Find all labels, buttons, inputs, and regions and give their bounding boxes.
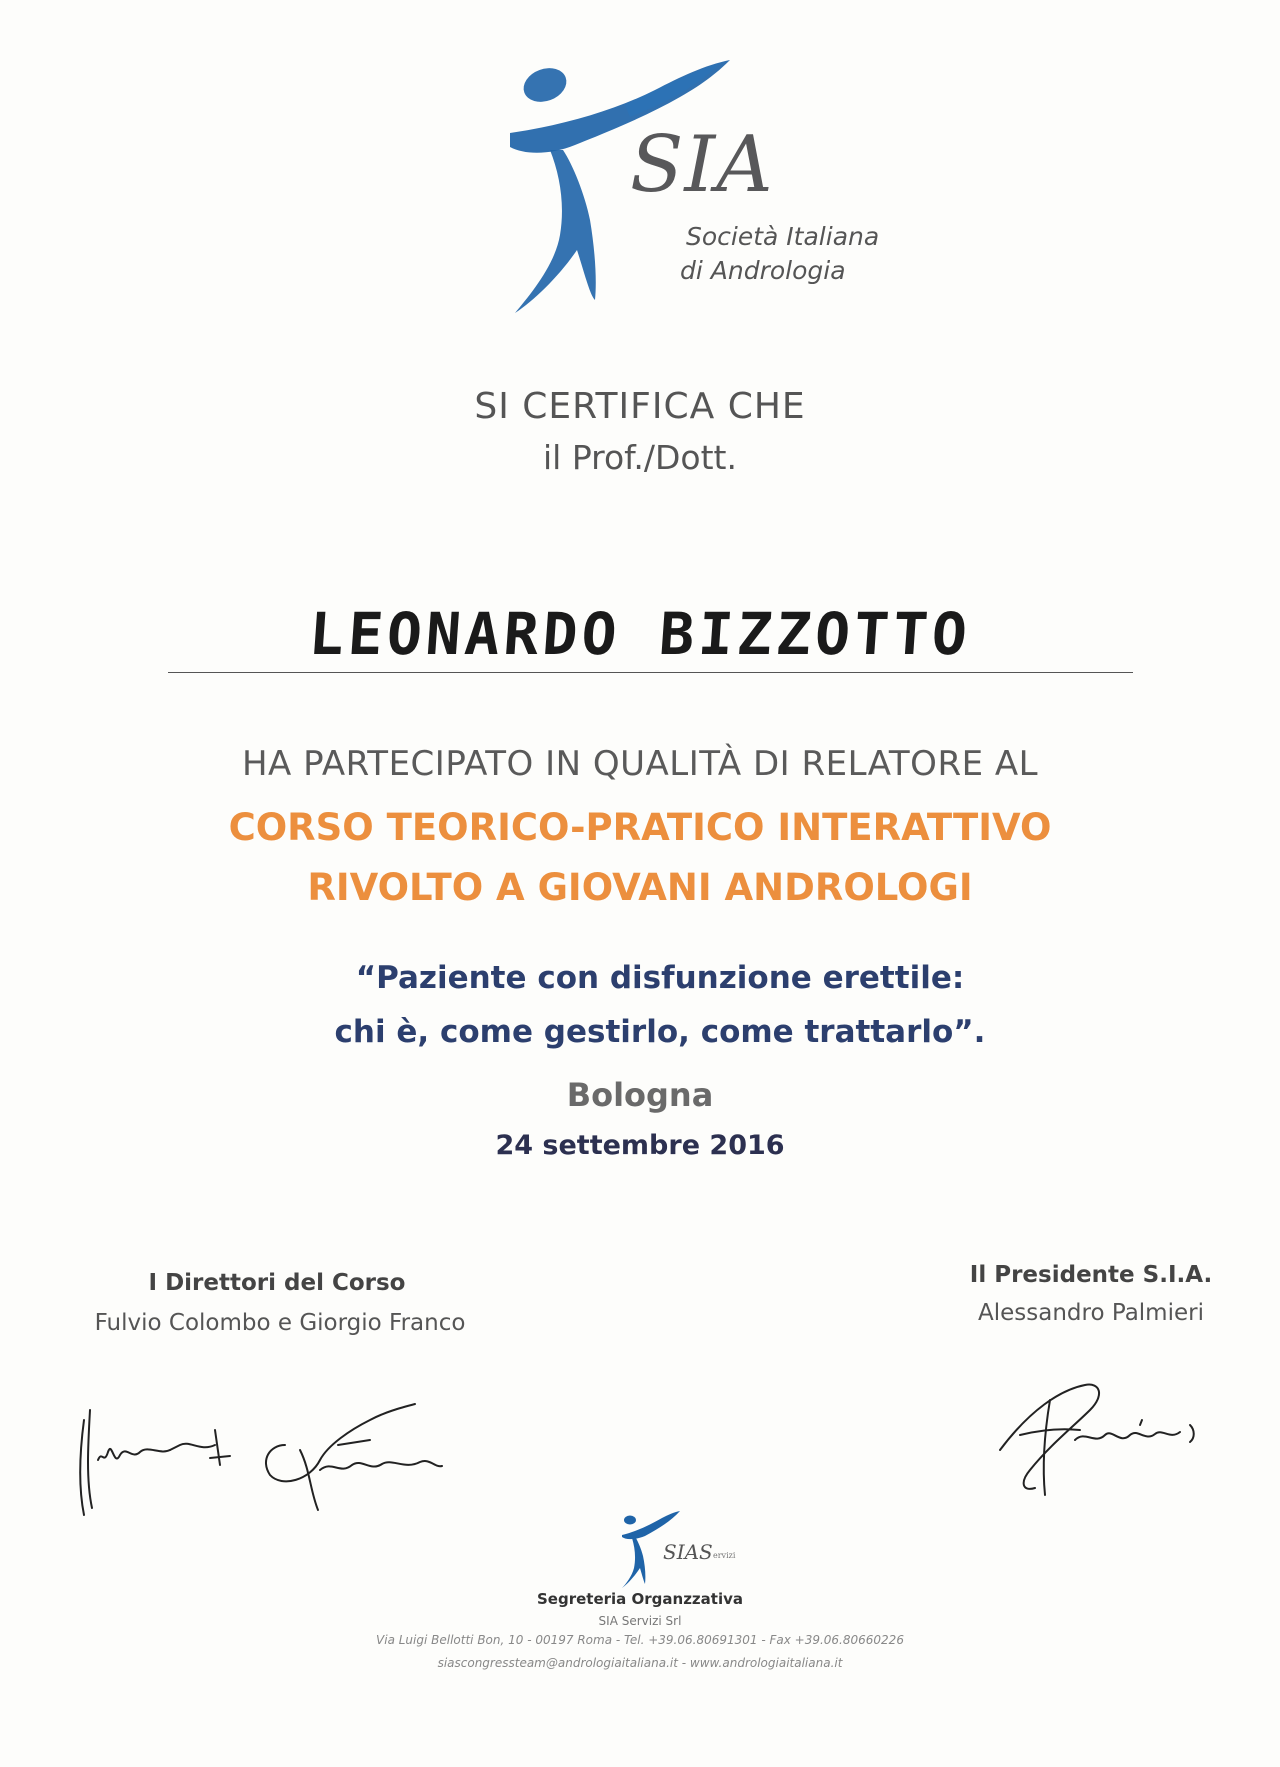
logo-subtitle-line2: di Andrologia bbox=[680, 256, 846, 285]
course-title-line1: CORSO TEORICO-PRATICO INTERATTIVO bbox=[228, 806, 1052, 849]
president-signature bbox=[990, 1370, 1210, 1500]
event-date: 24 settembre 2016 bbox=[495, 1130, 785, 1161]
footer-contacts: siascongressteam@andrologiaitaliana.it - www.andrologiaitaliana.it bbox=[437, 1656, 843, 1670]
certification-heading: SI CERTIFICA CHE bbox=[474, 386, 806, 427]
directors-names: Fulvio Colombo e Giorgio Franco bbox=[94, 1310, 466, 1336]
directors-signatures bbox=[70, 1390, 510, 1530]
logo-subtitle-line1: Società Italiana bbox=[686, 222, 880, 251]
course-subtitle-line1: “Paziente con disfunzione erettile: bbox=[355, 960, 965, 996]
course-subtitle-line2: chi è, come gestirlo, come trattarlo”. bbox=[334, 1014, 986, 1050]
sias-wordmark: SIAS bbox=[663, 1540, 713, 1564]
footer-company: SIA Servizi Srl bbox=[598, 1614, 682, 1628]
footer-title: Segreteria Organzzativa bbox=[537, 1590, 743, 1608]
directors-title: I Direttori del Corso bbox=[148, 1270, 406, 1296]
event-city: Bologna bbox=[566, 1076, 714, 1114]
participation-statement: HA PARTECIPATO IN QUALITÀ DI RELATORE AL bbox=[241, 744, 1039, 784]
president-title: Il Presidente S.I.A. bbox=[969, 1262, 1213, 1288]
logo-wordmark: SIA bbox=[630, 120, 774, 210]
recipient-name: LEONARDO BIZZOTTO bbox=[306, 600, 974, 668]
sias-wordmark-sub: ervizi bbox=[713, 1551, 736, 1560]
name-underline bbox=[168, 672, 1133, 673]
president-name: Alessandro Palmieri bbox=[978, 1300, 1204, 1326]
footer-address: Via Luigi Bellotti Bon, 10 - 00197 Roma - Tel. +39.06.80691301 - Fax +39.06.80660226 bbox=[376, 1633, 904, 1647]
course-title-line2: RIVOLTO A GIOVANI ANDROLOGI bbox=[307, 866, 973, 909]
title-prefix: il Prof./Dott. bbox=[543, 438, 737, 477]
